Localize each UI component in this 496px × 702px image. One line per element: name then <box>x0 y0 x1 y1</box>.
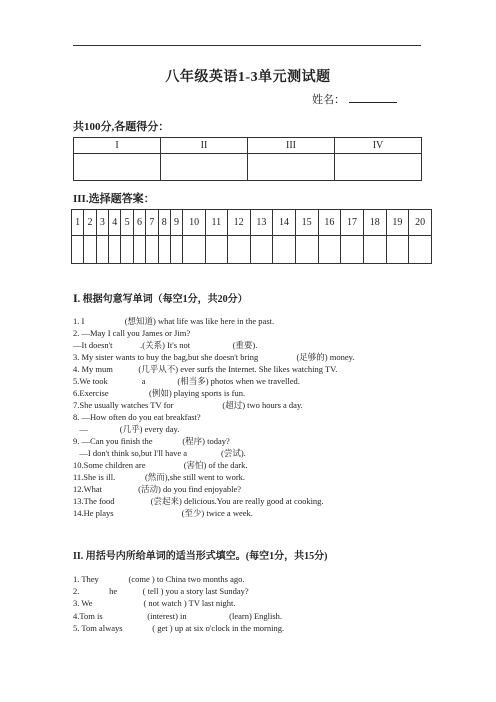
question-line: 12.What (活动) do you find enjoyable? <box>73 484 242 494</box>
answer-cell[interactable] <box>227 236 250 264</box>
answer-cell[interactable] <box>205 236 227 264</box>
answer-cell[interactable] <box>170 236 182 264</box>
answer-number: 15 <box>295 210 318 236</box>
answer-cell[interactable] <box>341 236 364 264</box>
answer-cell[interactable] <box>133 236 145 264</box>
answer-cell[interactable] <box>84 236 96 264</box>
answer-number: 17 <box>341 210 364 236</box>
answer-number: 13 <box>250 210 273 236</box>
question-line: —I don't think so,but I'll have a (尝试). <box>73 448 246 458</box>
question-line: 1. I (想知道) what life was like here in the past. <box>73 316 275 326</box>
score-cell[interactable] <box>74 154 161 181</box>
question-line: 9. —Can you finish the (程序) today? <box>73 436 230 446</box>
question-line: 1. They (come ) to China two months ago. <box>73 574 245 584</box>
answer-cell[interactable] <box>183 236 206 264</box>
answer-number: 7 <box>146 210 158 236</box>
answer-number: 2 <box>84 210 96 236</box>
score-table <box>73 137 422 181</box>
answer-cell[interactable] <box>72 236 84 264</box>
answer-number: 18 <box>363 210 386 236</box>
question-line: 7.She usually watches TV for (超过) two hours a day. <box>73 400 303 410</box>
question-line: 5. Tom always ( get ) up at six o'clock in the morning. <box>73 622 285 633</box>
question-line: 5.We took a (相当多) photos when we travelled. <box>73 376 300 386</box>
answer-number: 5 <box>121 210 133 236</box>
answer-number: 4 <box>109 210 121 236</box>
page-title: 八年级英语1-3单元测试题 <box>165 70 331 85</box>
score-col-4: IV <box>335 138 422 154</box>
score-col-1: I <box>74 138 161 154</box>
question-line: 13.The food (尝起来) delicious.You are really good at cooking. <box>73 496 324 506</box>
top-rule <box>73 45 421 46</box>
score-col-2: II <box>161 138 248 154</box>
answer-cell[interactable] <box>146 236 158 264</box>
section-2-heading: II. 用括号内所给单词的适当形式填空。(每空1分，共15分) <box>73 551 328 562</box>
answer-cell[interactable] <box>96 236 108 264</box>
question-line: 3. We ( not watch ) TV last night. <box>73 598 236 609</box>
question-line: 2. —May I call you James or Jim? <box>73 328 191 338</box>
answer-cell[interactable] <box>295 236 318 264</box>
answer-cell[interactable] <box>109 236 121 264</box>
question-line: 3. My sister wants to buy the bag,but she doesn't bring (足够的) money. <box>73 352 355 362</box>
question-line: —It doesn't .(关系) It's not (重要). <box>73 340 258 350</box>
answer-cell[interactable] <box>409 236 432 264</box>
question-line: 8. —How often do you eat breakfast? <box>73 412 201 422</box>
answer-number: 10 <box>183 210 206 236</box>
question-line: 11.She is ill. (然而),she still went to work. <box>73 472 246 482</box>
answer-cell[interactable] <box>250 236 273 264</box>
score-heading: 共100分,各题得分： <box>73 121 170 133</box>
answer-cell[interactable] <box>273 236 296 264</box>
question-line: — (几乎) every day. <box>73 424 180 434</box>
answer-table <box>71 209 432 264</box>
score-cell[interactable] <box>161 154 248 181</box>
answer-cell[interactable] <box>121 236 133 264</box>
answer-number: 9 <box>170 210 182 236</box>
score-cell[interactable] <box>335 154 422 181</box>
answer-number: 16 <box>318 210 341 236</box>
answer-cell[interactable] <box>363 236 386 264</box>
score-col-3: III <box>248 138 335 154</box>
answer-number: 1 <box>72 210 84 236</box>
question-line: 10.Some children are (害怕) of the dark. <box>73 460 248 470</box>
question-line: 4.Tom is (interest) in (learn) English. <box>73 610 283 621</box>
question-line: 14.He plays (至少) twice a week. <box>73 508 253 518</box>
section-1-heading: Ⅰ. 根据句意写单词（每空1分，共20分） <box>73 294 248 305</box>
answer-number: 11 <box>205 210 227 236</box>
answer-heading: III.选择题答案： <box>73 193 155 205</box>
answer-number: 14 <box>273 210 296 236</box>
answer-number: 6 <box>133 210 145 236</box>
answer-number: 8 <box>158 210 170 236</box>
answer-number: 3 <box>96 210 108 236</box>
question-line: 6.Exercise (例如) playing sports is fun. <box>73 388 246 398</box>
question-line: 4. My mum (几乎从不) ever surfs the Internet. She likes watching TV. <box>73 364 338 374</box>
answer-cell[interactable] <box>158 236 170 264</box>
answer-number: 20 <box>409 210 432 236</box>
answer-cell[interactable] <box>386 236 409 264</box>
name-label: 姓名： <box>312 94 345 106</box>
answer-cell[interactable] <box>318 236 341 264</box>
name-blank[interactable] <box>349 93 397 103</box>
question-line: 2. he ( tell ) you a story last Sunday? <box>73 586 249 597</box>
answer-number: 19 <box>386 210 409 236</box>
answer-number: 12 <box>227 210 250 236</box>
name-field <box>312 91 397 107</box>
score-cell[interactable] <box>248 154 335 181</box>
